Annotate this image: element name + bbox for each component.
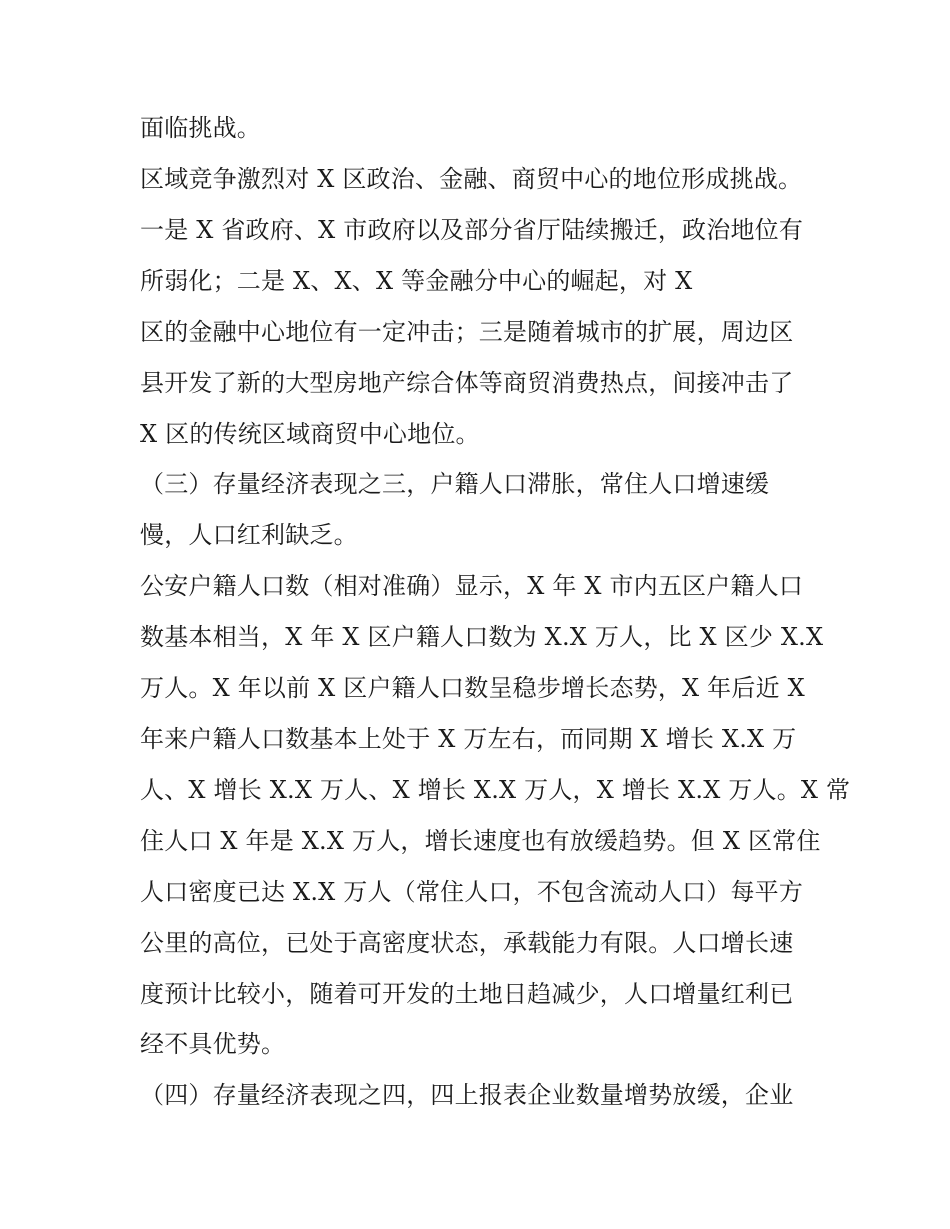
text-line: 年来户籍人口数基本上处于 X 万左右，而同期 X 增长 X.X 万 [140, 725, 797, 753]
text-line: 人、X 增长 X.X 万人、X 增长 X.X 万人，X 增长 X.X 万人。X 常 [140, 776, 851, 804]
text-line: 数基本相当，X 年 X 区户籍人口数为 X.X 万人，比 X 区少 X.X [140, 623, 824, 651]
section-heading-line: 慢，人口红利缺乏。 [140, 521, 358, 549]
text-line: 区域竞争激烈对 X 区政治、金融、商贸中心的地位形成挑战。 [140, 165, 803, 193]
text-line: 一是 X 省政府、X 市政府以及部分省厅陆续搬迁，政治地位有 [140, 216, 804, 244]
text-line: X 区的传统区域商贸中心地位。 [140, 420, 480, 448]
text-line: 经不具优势。 [140, 1030, 286, 1058]
text-line: 公安户籍人口数（相对准确）显示，X 年 X 市内五区户籍人口 [140, 572, 804, 600]
text-line: 万人。X 年以前 X 区户籍人口数呈稳步增长态势，X 年后近 X [140, 674, 805, 702]
section-heading-line: （四）存量经济表现之四，四上报表企业数量增势放缓，企业 [140, 1081, 794, 1109]
text-line: 所弱化；二是 X、X、X 等金融分中心的崛起，对 X [140, 267, 693, 295]
text-line: 县开发了新的大型房地产综合体等商贸消费热点，间接冲击了 [140, 369, 794, 397]
text-line: 面临挑战。 [140, 114, 261, 142]
text-line: 住人口 X 年是 X.X 万人，增长速度也有放缓趋势。但 X 区常住 [140, 827, 821, 855]
text-line: 公里的高位，已处于高密度状态，承载能力有限。人口增长速 [140, 929, 794, 957]
section-heading-line: （三）存量经济表现之三，户籍人口滞胀，常住人口增速缓 [140, 470, 770, 498]
text-line: 区的金融中心地位有一定冲击；三是随着城市的扩展，周边区 [140, 318, 794, 346]
text-line: 人口密度已达 X.X 万人（常住人口，不包含流动人口）每平方 [140, 878, 804, 906]
text-line: 度预计比较小，随着可开发的土地日趋减少，人口增量红利已 [140, 980, 794, 1008]
